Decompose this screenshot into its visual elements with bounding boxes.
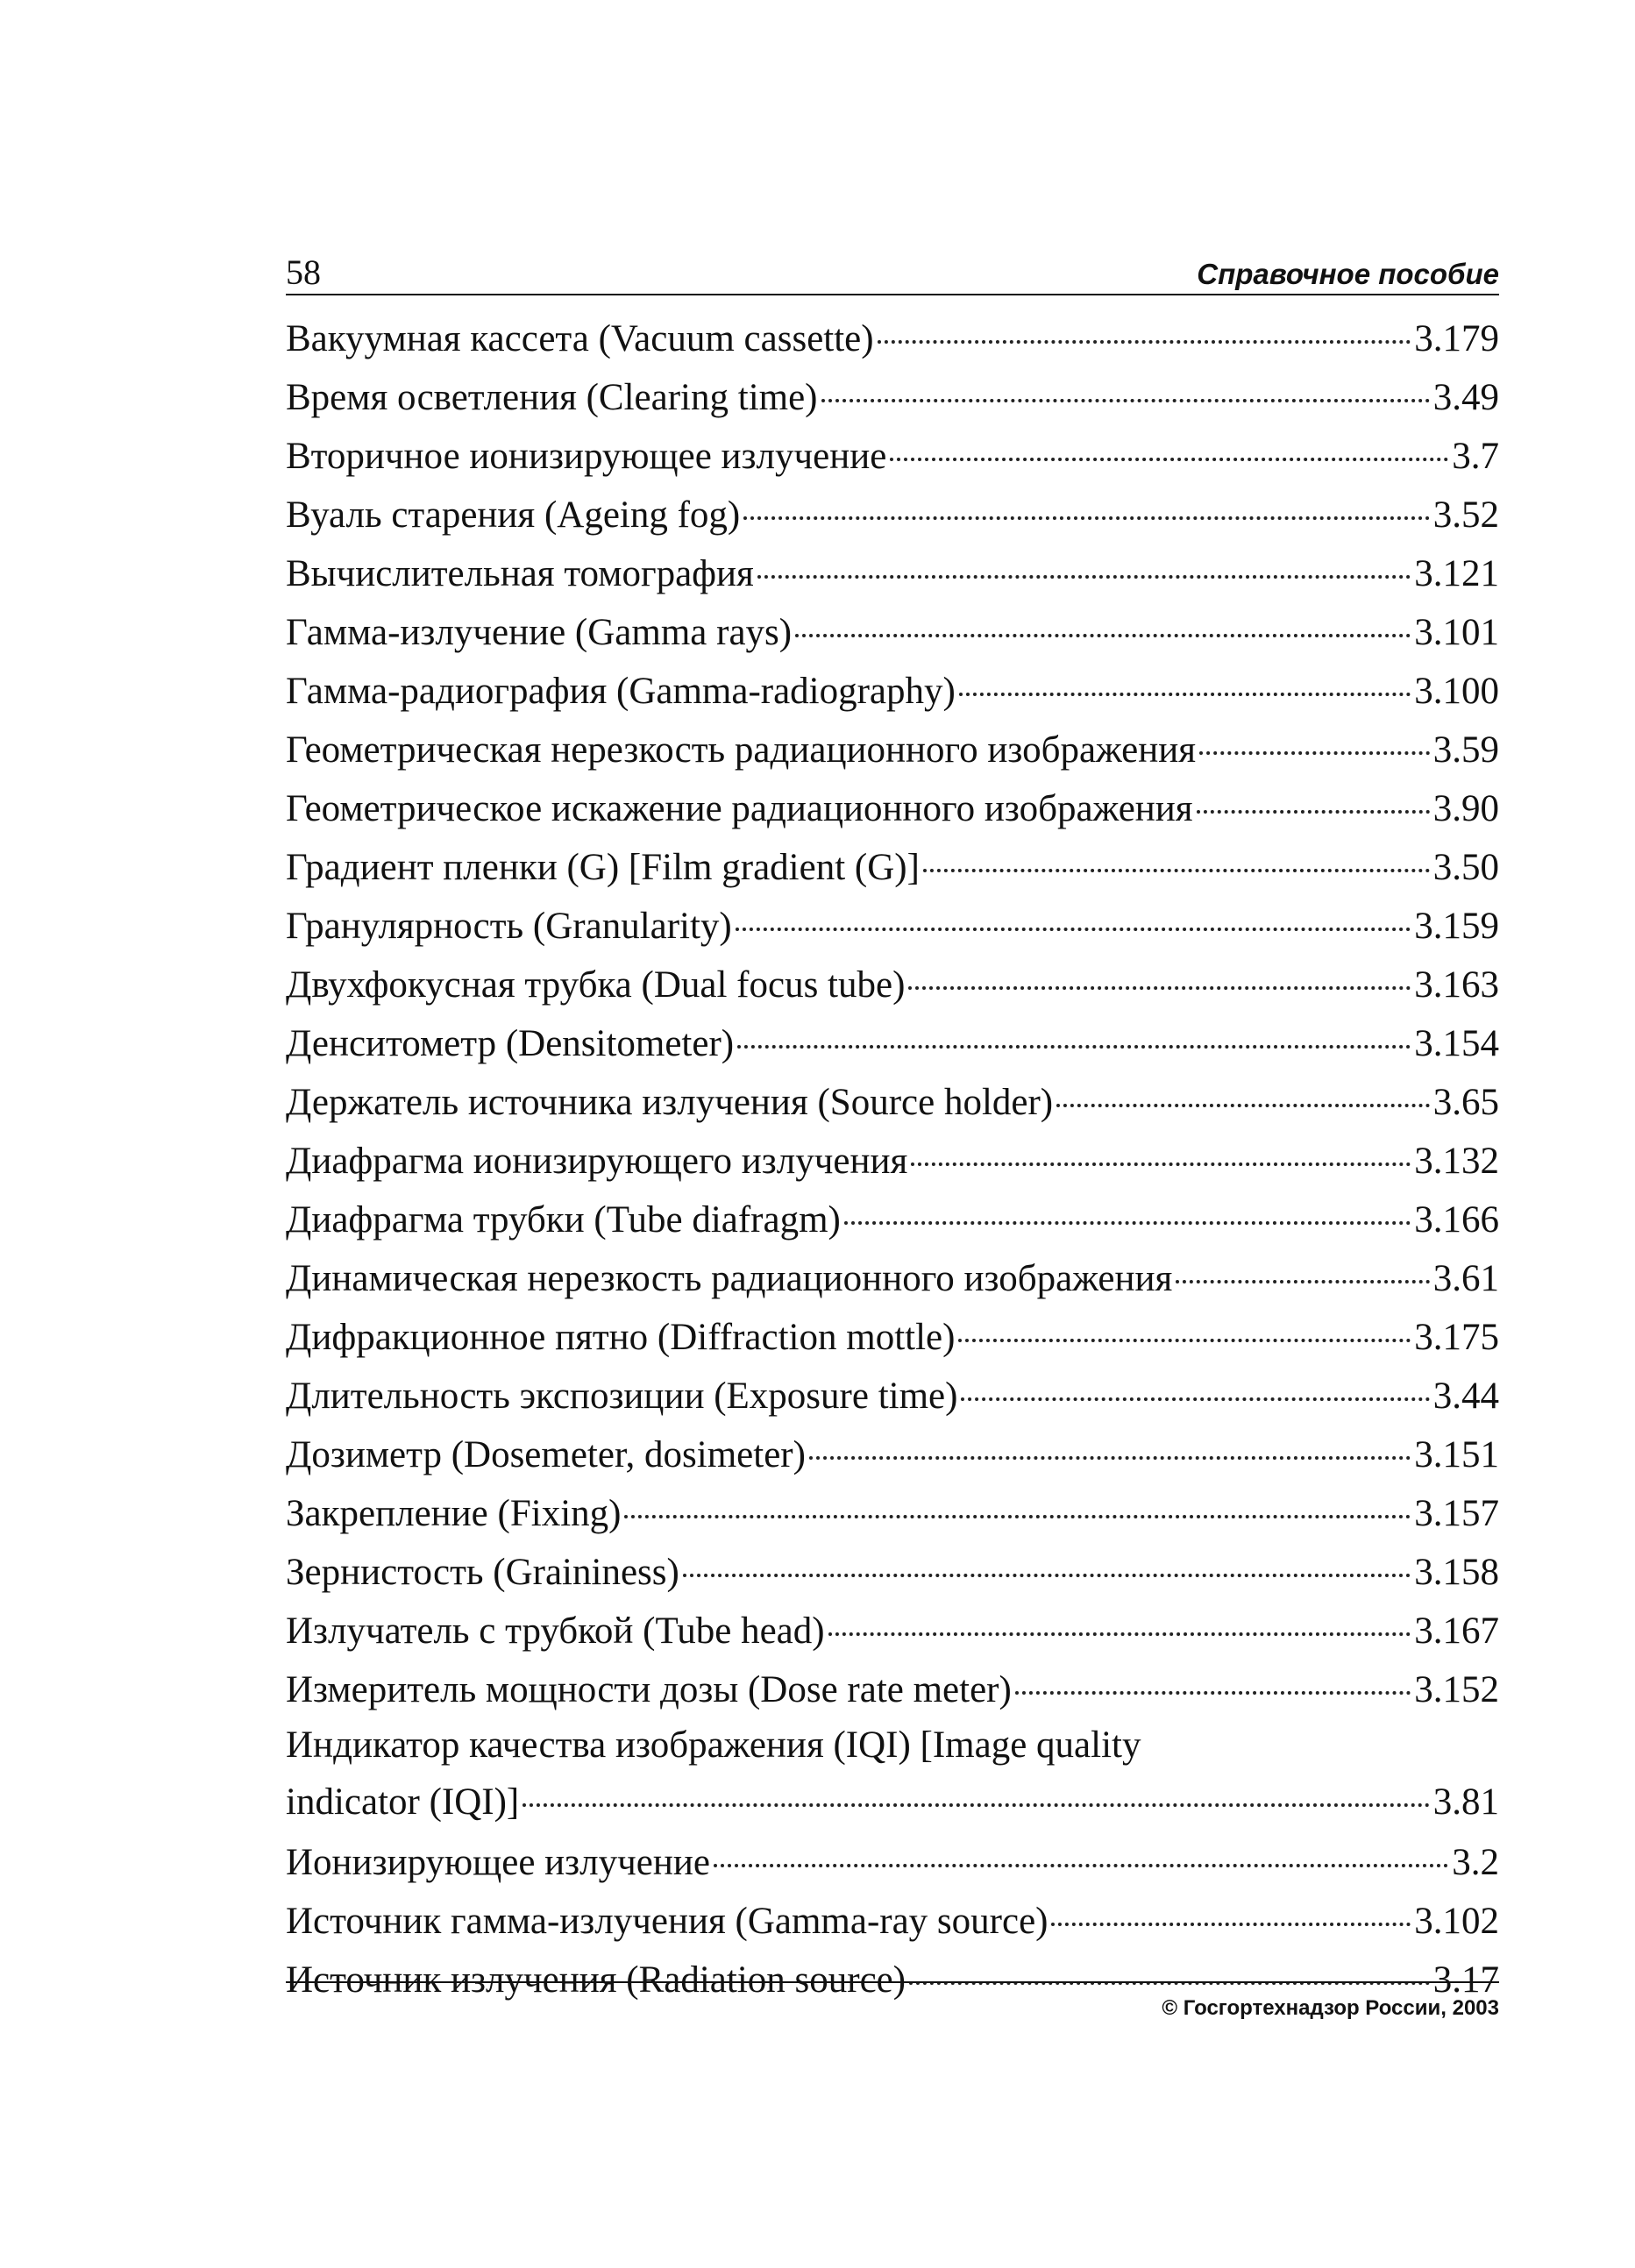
- entry-ref: 3.102: [1414, 1901, 1499, 1942]
- index-entry: [286, 1367, 1499, 1425]
- entry-term: Вычислительная томография: [286, 553, 754, 594]
- dot-leader: [828, 1632, 1411, 1636]
- page-header: [286, 250, 1499, 295]
- dot-leader: [714, 1864, 1448, 1867]
- dot-leader: [736, 928, 1411, 931]
- index-entry: [286, 1602, 1499, 1660]
- entry-term: Двухфокусная трубка (Dual focus tube): [286, 964, 906, 1006]
- entry-term: Геометрическая нерезкость радиационного изображения: [286, 729, 1197, 771]
- dot-leader: [1015, 1691, 1411, 1695]
- entry-term: Вуаль старения (Ageing fog): [286, 494, 741, 536]
- index-entry: [286, 368, 1499, 427]
- entry-term: Диафрагма ионизирующего излучения: [286, 1141, 908, 1182]
- index-entry: [286, 1425, 1499, 1484]
- index-entry: [286, 603, 1499, 662]
- index-entry: [286, 662, 1499, 721]
- dot-leader: [522, 1803, 1430, 1807]
- index-entry: [286, 956, 1499, 1014]
- entry-ref: 3.179: [1414, 318, 1499, 359]
- entry-term: Время осветления (Clearing time): [286, 377, 818, 418]
- index-entry: [286, 1484, 1499, 1543]
- entry-ref: 3.59: [1432, 729, 1499, 771]
- entry-term-continuation: indicator (IQI)]: [286, 1781, 520, 1823]
- index-entry: [286, 1719, 1499, 1833]
- index-entry: [286, 1308, 1499, 1367]
- entry-term: Измеритель мощности дозы (Dose rate meter): [286, 1669, 1012, 1710]
- index-entry: [286, 897, 1499, 956]
- dot-leader: [1176, 1280, 1429, 1283]
- dot-leader: [1197, 810, 1430, 814]
- dot-leader: [911, 1162, 1411, 1166]
- entry-ref: 3.154: [1414, 1023, 1499, 1064]
- entry-ref: 3.90: [1432, 788, 1499, 829]
- dot-leader: [1199, 751, 1430, 755]
- dot-leader: [878, 340, 1411, 344]
- entry-term: Длительность экспозиции (Exposure time): [286, 1376, 958, 1417]
- entry-term: Градиент пленки (G) [Film gradient (G)]: [286, 847, 920, 888]
- index-entry: [286, 779, 1499, 838]
- index-list: [286, 309, 1499, 2009]
- index-entry: [286, 1660, 1499, 1719]
- entry-term: Диафрагма трубки (Tube diafragm): [286, 1199, 841, 1241]
- entry-term-continuation-line: [286, 1772, 1499, 1833]
- entry-ref: 3.52: [1432, 494, 1499, 536]
- entry-ref: 3.65: [1432, 1082, 1499, 1123]
- entry-ref: 3.100: [1414, 671, 1499, 712]
- dot-leader: [961, 1397, 1429, 1401]
- dot-leader: [821, 399, 1430, 402]
- entry-term: Дифракционное пятно (Diffraction mottle): [286, 1317, 956, 1358]
- entry-ref: 3.61: [1432, 1258, 1499, 1299]
- entry-ref: 3.101: [1414, 612, 1499, 653]
- entry-term: Зернистость (Graininess): [286, 1552, 679, 1593]
- entry-ref: 3.159: [1414, 906, 1499, 947]
- entry-ref: 3.163: [1414, 964, 1499, 1006]
- entry-ref: 3.151: [1414, 1434, 1499, 1475]
- entry-term: Излучатель с трубкой (Tube head): [286, 1610, 825, 1652]
- index-entry: [286, 1014, 1499, 1073]
- dot-leader: [624, 1515, 1411, 1518]
- entry-term: Геометрическое искажение радиационного изображения: [286, 788, 1193, 829]
- index-entry: [286, 544, 1499, 603]
- dot-leader: [757, 575, 1411, 579]
- index-entry: [286, 1833, 1499, 1892]
- entry-ref: 3.2: [1452, 1842, 1499, 1883]
- entry-ref: 3.17: [1432, 1959, 1499, 2001]
- dot-leader: [1056, 1104, 1430, 1107]
- index-entry: [286, 1073, 1499, 1132]
- page-number: 58: [286, 252, 321, 292]
- entry-term: Вторичное ионизирующее излучение: [286, 436, 887, 477]
- entry-ref: 3.7: [1452, 436, 1499, 477]
- entry-ref: 3.166: [1414, 1199, 1499, 1241]
- entry-ref: 3.81: [1432, 1781, 1499, 1823]
- dot-leader: [923, 869, 1430, 872]
- dot-leader: [1051, 1923, 1411, 1926]
- entry-term: Индикатор качества изображения (IQI) [Image quality: [286, 1724, 1141, 1766]
- dot-leader: [844, 1221, 1411, 1225]
- dot-leader: [809, 1456, 1411, 1460]
- entry-term: Источник гамма-излучения (Gamma-ray source): [286, 1901, 1049, 1942]
- index-entry: [286, 309, 1499, 368]
- entry-ref: 3.158: [1414, 1552, 1499, 1593]
- entry-ref: 3.132: [1414, 1141, 1499, 1182]
- dot-leader: [958, 1339, 1411, 1342]
- copyright-footer: © Госгортехнадзор России, 2003: [1162, 1996, 1499, 2020]
- index-entry: [286, 427, 1499, 486]
- entry-term: Дозиметр (Dosemeter, dosimeter): [286, 1434, 806, 1475]
- entry-term: Гамма-излучение (Gamma rays): [286, 612, 793, 653]
- entry-term: Держатель источника излучения (Source holder): [286, 1082, 1054, 1123]
- entry-ref: 3.44: [1432, 1376, 1499, 1417]
- entry-term: Вакуумная кассета (Vacuum cassette): [286, 318, 874, 359]
- entry-term: Гранулярность (Granularity): [286, 906, 732, 947]
- dot-leader: [683, 1574, 1411, 1577]
- index-entry: [286, 1132, 1499, 1191]
- entry-term: Ионизирующее излучение: [286, 1842, 710, 1883]
- dot-leader: [959, 693, 1411, 696]
- index-entry: [286, 721, 1499, 779]
- entry-ref: 3.167: [1414, 1610, 1499, 1652]
- entry-term: Динамическая нерезкость радиационного изображения: [286, 1258, 1173, 1299]
- index-entry: [286, 1892, 1499, 1951]
- index-entry: [286, 1191, 1499, 1249]
- dot-leader: [743, 516, 1430, 520]
- index-entry: [286, 1543, 1499, 1602]
- dot-leader: [795, 634, 1411, 637]
- entry-ref: 3.49: [1432, 377, 1499, 418]
- entry-ref: 3.175: [1414, 1317, 1499, 1358]
- entry-term: Источник излучения (Radiation source): [286, 1959, 906, 2001]
- footer-divider: [286, 1981, 1499, 1983]
- dot-leader: [890, 458, 1448, 461]
- entry-term: Закрепление (Fixing): [286, 1493, 622, 1534]
- entry-ref: 3.50: [1432, 847, 1499, 888]
- index-entry: [286, 1249, 1499, 1308]
- entry-term: Денситометр (Densitometer): [286, 1023, 735, 1064]
- entry-term: Гамма-радиография (Gamma-radiography): [286, 671, 956, 712]
- entry-ref: 3.157: [1414, 1493, 1499, 1534]
- index-entry: [286, 838, 1499, 897]
- entry-ref: 3.152: [1414, 1669, 1499, 1710]
- running-title: Справочное пособие: [1197, 258, 1499, 290]
- index-entry: [286, 486, 1499, 544]
- dot-leader: [737, 1045, 1411, 1049]
- dot-leader: [908, 986, 1411, 990]
- entry-ref: 3.121: [1414, 553, 1499, 594]
